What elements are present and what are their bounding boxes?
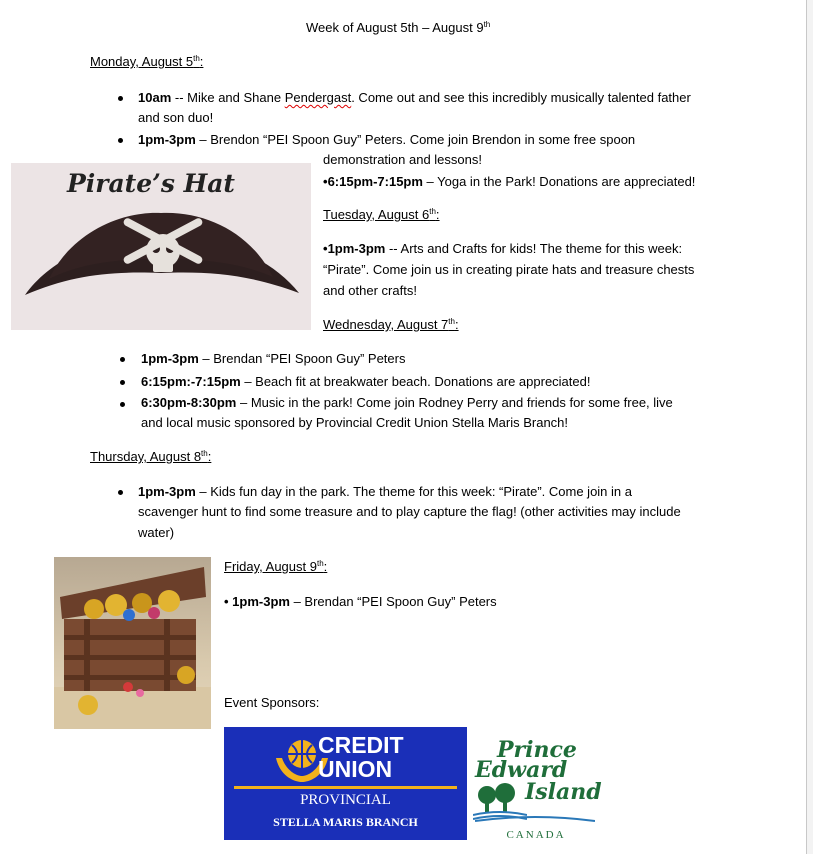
sponsors-label: Event Sponsors: [224, 695, 320, 710]
bullet-icon [120, 402, 125, 407]
credit-union-branch: STELLA MARIS BRANCH [273, 815, 418, 829]
credit-union-divider [234, 786, 457, 789]
bullet-icon [118, 490, 123, 495]
tuesday-item: •1pm-3pm -- Arts and Crafts for kids! The theme for this week: [323, 241, 683, 256]
friday-heading: Friday, August 9th: [224, 559, 328, 574]
pirate-hat-image [11, 163, 311, 330]
wednesday-heading: Wednesday, August 7th: [323, 317, 459, 332]
monday-item-2-cont: demonstration and lessons! [323, 152, 482, 167]
credit-union-title-2: UNION [318, 756, 393, 782]
bullet-icon [118, 138, 123, 143]
bullet-icon [120, 357, 125, 362]
pei-logo-line-1: Prince [497, 739, 577, 763]
monday-item-3: •6:15pm-7:15pm – Yoga in the Park! Donations are appreciated! [323, 174, 696, 189]
treasure-chest-icon [54, 557, 211, 729]
monday-item-1-cont: and son duo! [138, 110, 214, 125]
credit-union-logo [224, 727, 467, 840]
thursday-heading: Thursday, August 8th: [90, 449, 212, 464]
tuesday-item-cont-2: and other crafts! [323, 283, 417, 298]
friday-item: • 1pm-3pm – Brendan “PEI Spoon Guy” Peters [224, 594, 497, 609]
bullet-icon [118, 96, 123, 101]
wednesday-item-1: 1pm-3pm – Brendan “PEI Spoon Guy” Peters [141, 351, 406, 366]
tuesday-item-cont: “Pirate”. Come join us in creating pirate hats and treasure chests [323, 262, 695, 277]
wednesday-item-2: 6:15pm:-7:15pm – Beach fit at breakwater beach. Donations are appreciated! [141, 374, 591, 389]
thursday-item-cont-2: water) [138, 525, 175, 540]
monday-item-2: 1pm-3pm – Brendon “PEI Spoon Guy” Peters. Come join Brendon in some free spoon [138, 132, 636, 147]
treasure-chest-image [54, 557, 211, 729]
pei-logo [469, 739, 603, 845]
pei-wave-icon [475, 815, 595, 825]
monday-heading: Monday, August 5th: [90, 54, 204, 69]
thursday-item: 1pm-3pm – Kids fun day in the park. The theme for this week: “Pirate”. Come join in a [138, 484, 632, 499]
bullet-icon [120, 380, 125, 385]
pei-logo-country: CANADA [506, 829, 566, 841]
credit-union-title-1: CREDIT [318, 732, 404, 758]
tuesday-heading: Tuesday, August 6th: [323, 207, 440, 222]
credit-union-provincial: PROVINCIAL [300, 792, 391, 808]
monday-item-1: 10am -- Mike and Shane Pendergast. Come out and see this incredibly musically talented father [138, 90, 691, 105]
pei-logo-line-2: Edward [475, 757, 568, 783]
page-heading: Week of August 5th – August 9th [306, 20, 491, 35]
wednesday-item-3-cont: and local music sponsored by Provincial Credit Union Stella Maris Branch! [141, 415, 569, 430]
wednesday-item-3: 6:30pm-8:30pm – Music in the park! Come join Rodney Perry and friends for some free, live [141, 395, 673, 410]
thursday-item-cont: scavenger hunt to find some treasure and to play capture the flag! (other activities may include [138, 504, 681, 519]
document-background [807, 0, 813, 854]
pirate-hat-caption: Pirate’s Hat [67, 169, 235, 198]
pei-logo-line-3: Island [525, 779, 602, 805]
